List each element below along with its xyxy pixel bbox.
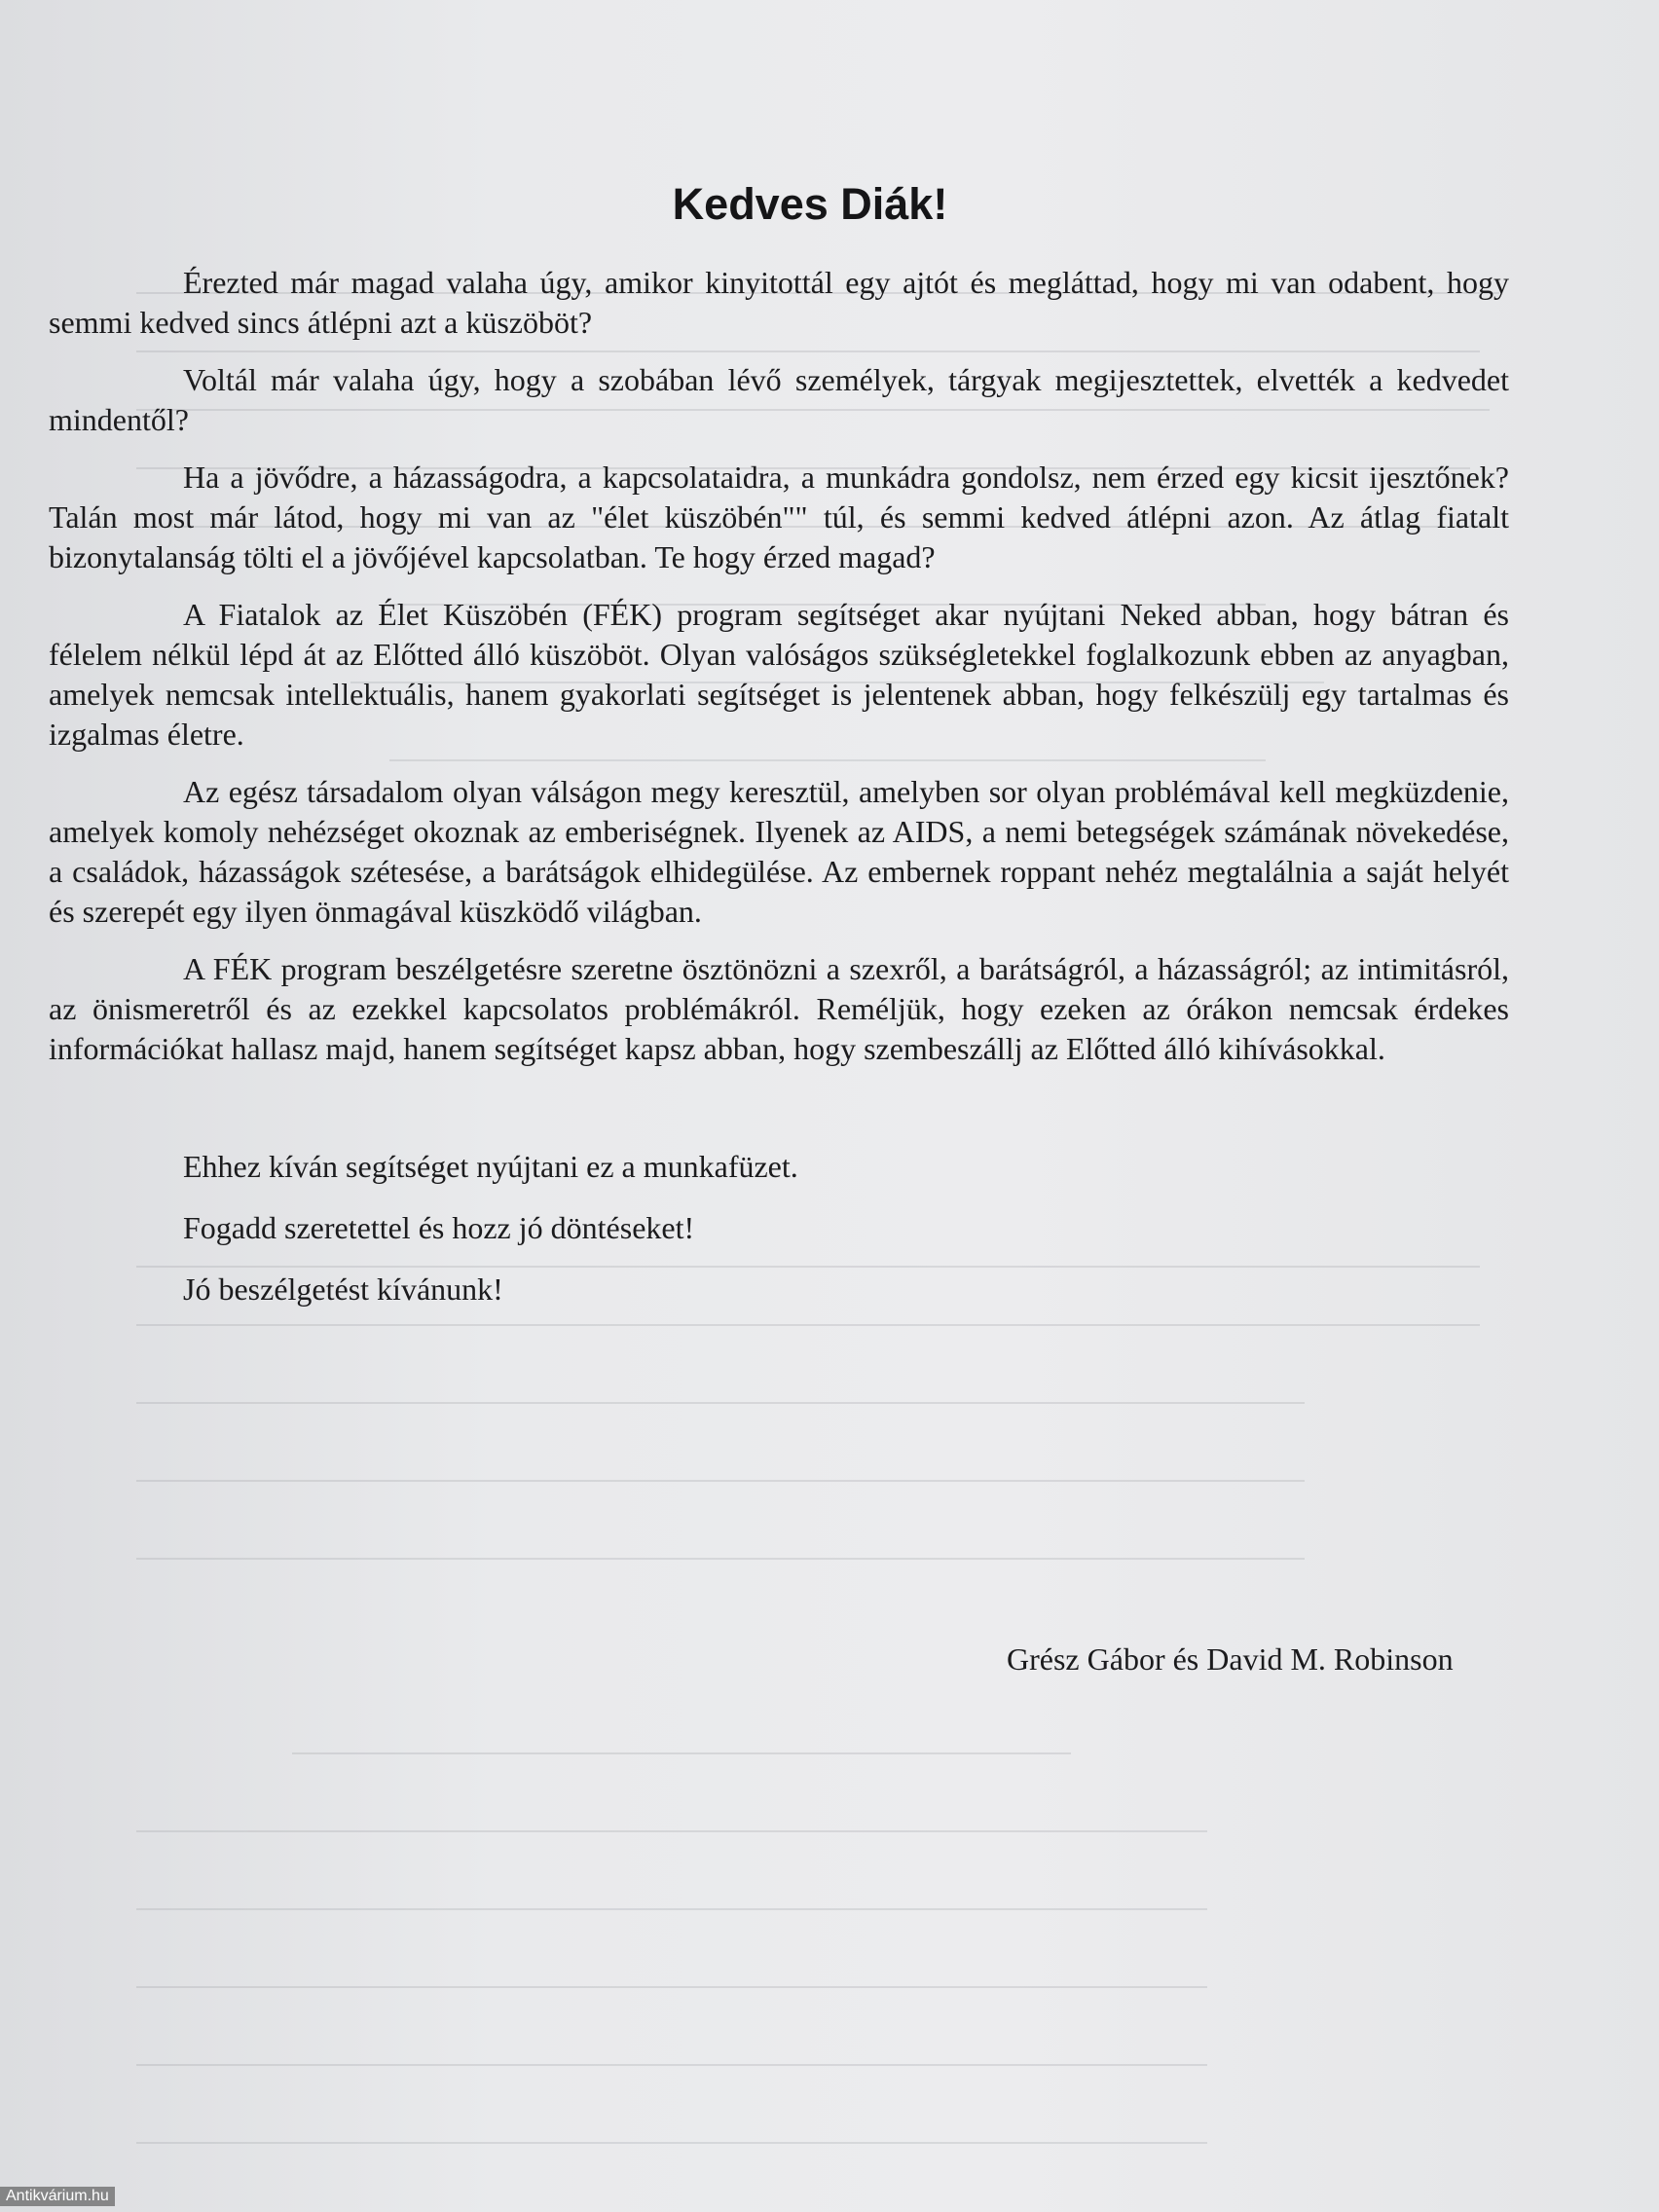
paragraph-5: Az egész társadalom olyan válságon megy keresztül, amelyben sor olyan problémával kell megküzdenie, amelyek komoly nehézséget okoznak az emberiségnek. Ilyenek az AIDS, a nemi betegségek számának növekedése, a családok, házasságok szétesése, a barátságok elhidegülése. Az embernek roppant nehéz megtalálnia a saját helyét és szerepét egy ilyen önmagával küszködő világban.	[49, 774, 1509, 929]
letter-body	[49, 175, 1509, 1331]
paragraph-1: Érezted már magad valaha úgy, amikor kinyitottál egy ajtót és megláttad, hogy mi van odabent, hogy semmi kedved sincs átlépni azt a küszöböt?	[49, 265, 1509, 340]
paragraph-4: A Fiatalok az Élet Küszöbén (FÉK) program segítséget akar nyújtani Neked abban, hogy bátran és félelem nélkül lépd át az Előtted álló küszöböt. Olyan valóságos szükségletekkel foglalkozunk ebben az anyagban, amelyek nemcsak intellektuális, hanem gyakorlati segítséget is jelentenek abban, hogy felkészülj egy tartalmas és izgalmas életre.	[49, 597, 1509, 752]
signature: Grész Gábor és David M. Robinson	[1007, 1641, 1454, 1677]
closing-block	[49, 1147, 1509, 1309]
paragraph-6: A FÉK program beszélgetésre szeretne ösztönözni a szexről, a barátságról, a házasságról; az intimitásról, az önismeretről és az ezekkel kapcsolatos problémákról. Reméljük, hogy ezeken az órákon nemcsak érdekes információkat hallasz majd, hanem segítséget kapsz abban, hogy szembeszállj az Előtted álló kihívásokkal.	[49, 951, 1509, 1066]
closing-line-3: Jó beszélgetést kívánunk!	[183, 1272, 503, 1307]
watermark: Antikvárium.hu	[0, 2187, 115, 2206]
paragraph-3: Ha a jövődre, a házasságodra, a kapcsolataidra, a munkádra gondolsz, nem érzed egy kicsit ijesztőnek? Talán most már látod, hogy mi van az "élet küszöbén"" túl, és semmi kedved átlépni azon. Az átlag fiatalt bizonytalanság tölti el a jövőjével kapcsolatban. Te hogy érzed magad?	[49, 460, 1509, 574]
closing-line-1: Ehhez kíván segítséget nyújtani ez a munkafüzet.	[183, 1149, 798, 1184]
closing-line-2: Fogadd szeretettel és hozz jó döntéseket!	[183, 1210, 695, 1245]
paragraph-2: Voltál már valaha úgy, hogy a szobában lévő személyek, tárgyak megijesztettek, elvették a kedvedet mindentől?	[49, 362, 1509, 437]
letter-title: Kedves Diák!	[672, 179, 948, 229]
